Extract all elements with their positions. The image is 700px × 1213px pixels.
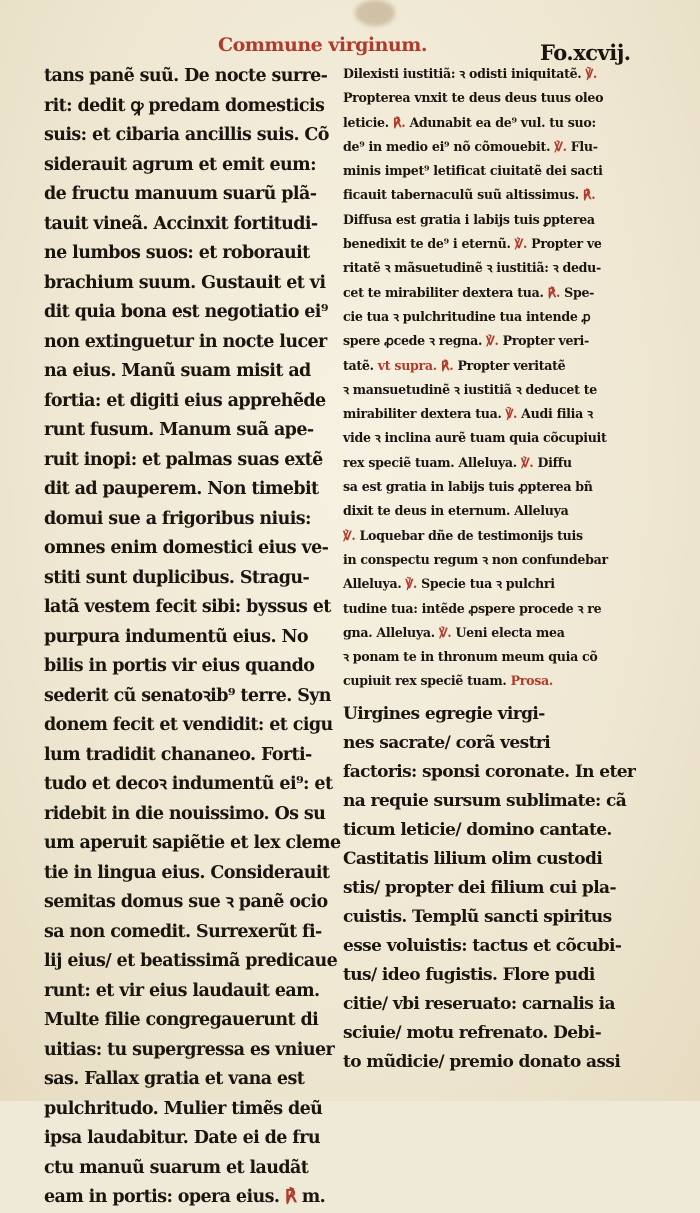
text-line: tie in lingua eius. Considerauit (44, 862, 330, 883)
text-line: ipsa laudabitur. Date ei de fru (44, 1128, 320, 1148)
text-line: factoris: sponsi coronate. In eter (343, 761, 636, 782)
right-column-sequence-text (343, 700, 636, 1077)
text-line: Propterea vnxit te deus deus tuus oleo (343, 90, 604, 106)
text-line: leticie. ℟. Adunabit ea de⁹ vul. tu suo: (343, 114, 596, 130)
text-line: dit ad pauperem. Non timebit (44, 479, 319, 499)
text-line: ne lumbos suos: et roborauit (44, 243, 310, 263)
text-line: nes sacrate/ corã vestri (343, 732, 551, 753)
text-line: cuistis. Templũ sancti spiritus (343, 906, 612, 927)
text-line: Alleluya. ℣. Specie tua ꝛ pulchri (343, 576, 555, 592)
folio-number: Fo.xcvij. (540, 40, 631, 65)
text-line: to mũdicie/ premio donato assi (343, 1051, 621, 1072)
text-line: spere ꝓcede ꝛ regna. ℣. Propter veri- (343, 333, 589, 349)
text-line: tus/ ideo fugistis. Flore pudi (343, 964, 595, 985)
text-line: siderauit agrum et emit eum: (44, 154, 316, 175)
text-line: citie/ vbi reseruato: carnalis ia (343, 993, 615, 1014)
text-line: lum tradidit chananeo. Forti- (44, 744, 312, 765)
text-line: tatẽ. vt supra. ℟. Propter veritatẽ (343, 357, 566, 373)
text-line: Dilexisti iustitiã: ꝛ odisti iniquitatẽ. ℣. (343, 66, 597, 81)
text-line: pulchritudo. Mulier timẽs deũ (44, 1098, 323, 1119)
text-line: cupiuit rex speciẽ tuam. Prosa. (343, 673, 553, 689)
text-line: um aperuit sapiẽtie et lex cleme (44, 833, 341, 853)
paper-stain (355, 0, 395, 26)
text-line: Diffusa est gratia i labijs tuis ꝑpterea (343, 211, 595, 227)
text-line: runt fusum. Manum suã ape- (44, 420, 314, 440)
text-line: tudo et decoꝛ indumentũ ei⁹: et (44, 774, 333, 794)
text-line: tauit vineã. Accinxit fortitudi- (44, 213, 318, 234)
text-line: domui sue a frigoribus niuis: (44, 508, 311, 529)
text-line: omnes enim domestici eius ve- (44, 538, 329, 558)
text-line: ficauit tabernaculũ suũ altissimus. ℟. (343, 187, 596, 203)
text-line: rex speciẽ tuam. Alleluya. ℣. Diffu (343, 454, 572, 470)
text-line: ℣. Loquebar dñe de testimonijs tuis (343, 527, 583, 543)
text-line: donem fecit et vendidit: et cigu (44, 715, 333, 735)
text-line: suis: et cibaria ancillis suis. Cõ (44, 125, 329, 145)
text-line: na eius. Manũ suam misit ad (44, 361, 311, 381)
text-line: runt: et vir eius laudauit eam. (44, 980, 320, 1001)
text-line: na requie sursum sublimate: cã (343, 790, 627, 811)
text-line: stiti sunt duplicibus. Stragu- (44, 567, 310, 588)
text-line: sa est gratia in labijs tuis ꝓpterea bñ (343, 479, 593, 495)
text-line: Multe filie congregauerunt di (44, 1010, 319, 1030)
text-line: lij eius/ et beatissimã predicaue (44, 951, 338, 971)
text-line: cie tua ꝛ pulchritudine tua intende ꝓ (343, 308, 591, 324)
text-line: non extinguetur in nocte lucer (44, 331, 327, 352)
text-line: Castitatis lilium olim custodi (343, 848, 603, 869)
text-line: esse voluistis: tactus et cõcubi- (343, 935, 622, 956)
text-line: brachium suum. Gustauit et vi (44, 272, 326, 293)
text-line: de⁹ in medio ei⁹ nõ cõmouebit. ℣. Flu- (343, 138, 598, 154)
text-line: ritatẽ ꝛ mãsuetudinẽ ꝛ iustitiã: ꝛ dedu- (343, 260, 601, 276)
text-line: sa non comedit. Surrexerũt fi- (44, 921, 322, 942)
text-line: tans panẽ suũ. De nocte surre- (44, 66, 328, 86)
text-line: ꝛ ponam te in thronum meum quia cõ (343, 649, 598, 665)
right-column-small-text (343, 62, 633, 694)
text-line: ꝛ mansuetudinẽ ꝛ iustitiã ꝛ deducet te (343, 381, 597, 397)
text-line: fortia: et digiti eius apprehẽde (44, 390, 326, 411)
text-line: vide ꝛ inclina aurẽ tuam quia cõcupiuit (343, 430, 607, 446)
text-line: ruit inopi: et palmas suas extẽ (44, 449, 323, 470)
text-line: dit quia bona est negotiatio ei⁹ (44, 302, 328, 322)
text-line: bilis in portis vir eius quando (44, 656, 315, 676)
text-line: semitas domus sue ꝛ panẽ ocio (44, 892, 328, 912)
text-line: eam in portis: opera eius. ℟ m. (44, 1187, 326, 1207)
text-line: sciuie/ motu refrenato. Debi- (343, 1022, 602, 1043)
text-line: ticum leticie/ domino cantate. (343, 819, 612, 840)
text-line: uitias: tu supergressa es vniuer (44, 1039, 335, 1060)
left-text-column (44, 62, 341, 1213)
text-line: sederit cũ senatoꝛib⁹ terre. Syn (44, 685, 331, 706)
text-line: mirabiliter dextera tua. ℣. Audi filia ꝛ (343, 406, 593, 422)
text-line: ridebit in die nouissimo. Os su (44, 803, 326, 824)
text-line: minis impet⁹ letificat ciuitatẽ dei sacti (343, 163, 603, 179)
text-line: stis/ propter dei filium cui pla- (343, 877, 616, 898)
text-line: gna. Alleluya. ℣. Ueni electa mea (343, 624, 565, 640)
running-header: Commune virginum. (218, 34, 427, 56)
text-line: rit: dedit ꝙ predam domesticis (44, 95, 325, 116)
text-line: latã vestem fecit sibi: byssus et (44, 597, 331, 617)
text-line: sas. Fallax gratia et vana est (44, 1069, 305, 1089)
right-text-column (343, 62, 636, 1077)
text-line: in conspectu regum ꝛ non confundebar (343, 551, 608, 567)
text-line: ctu manuũ suarum et laudãt (44, 1157, 309, 1178)
text-line: Uirgines egregie virgi- (343, 703, 545, 724)
text-line: purpura indumentũ eius. No (44, 626, 309, 647)
text-line: cet te mirabiliter dextera tua. ℟. Spe- (343, 284, 595, 300)
text-line: de fructu manuum suarũ plã- (44, 184, 317, 204)
text-line: benedixit te de⁹ i eternũ. ℣. Propter ve (343, 236, 602, 252)
text-line: dixit te deus in eternum. Alleluya (343, 503, 569, 519)
text-line: tudine tua: intẽde ꝓspere procede ꝛ re (343, 600, 602, 616)
